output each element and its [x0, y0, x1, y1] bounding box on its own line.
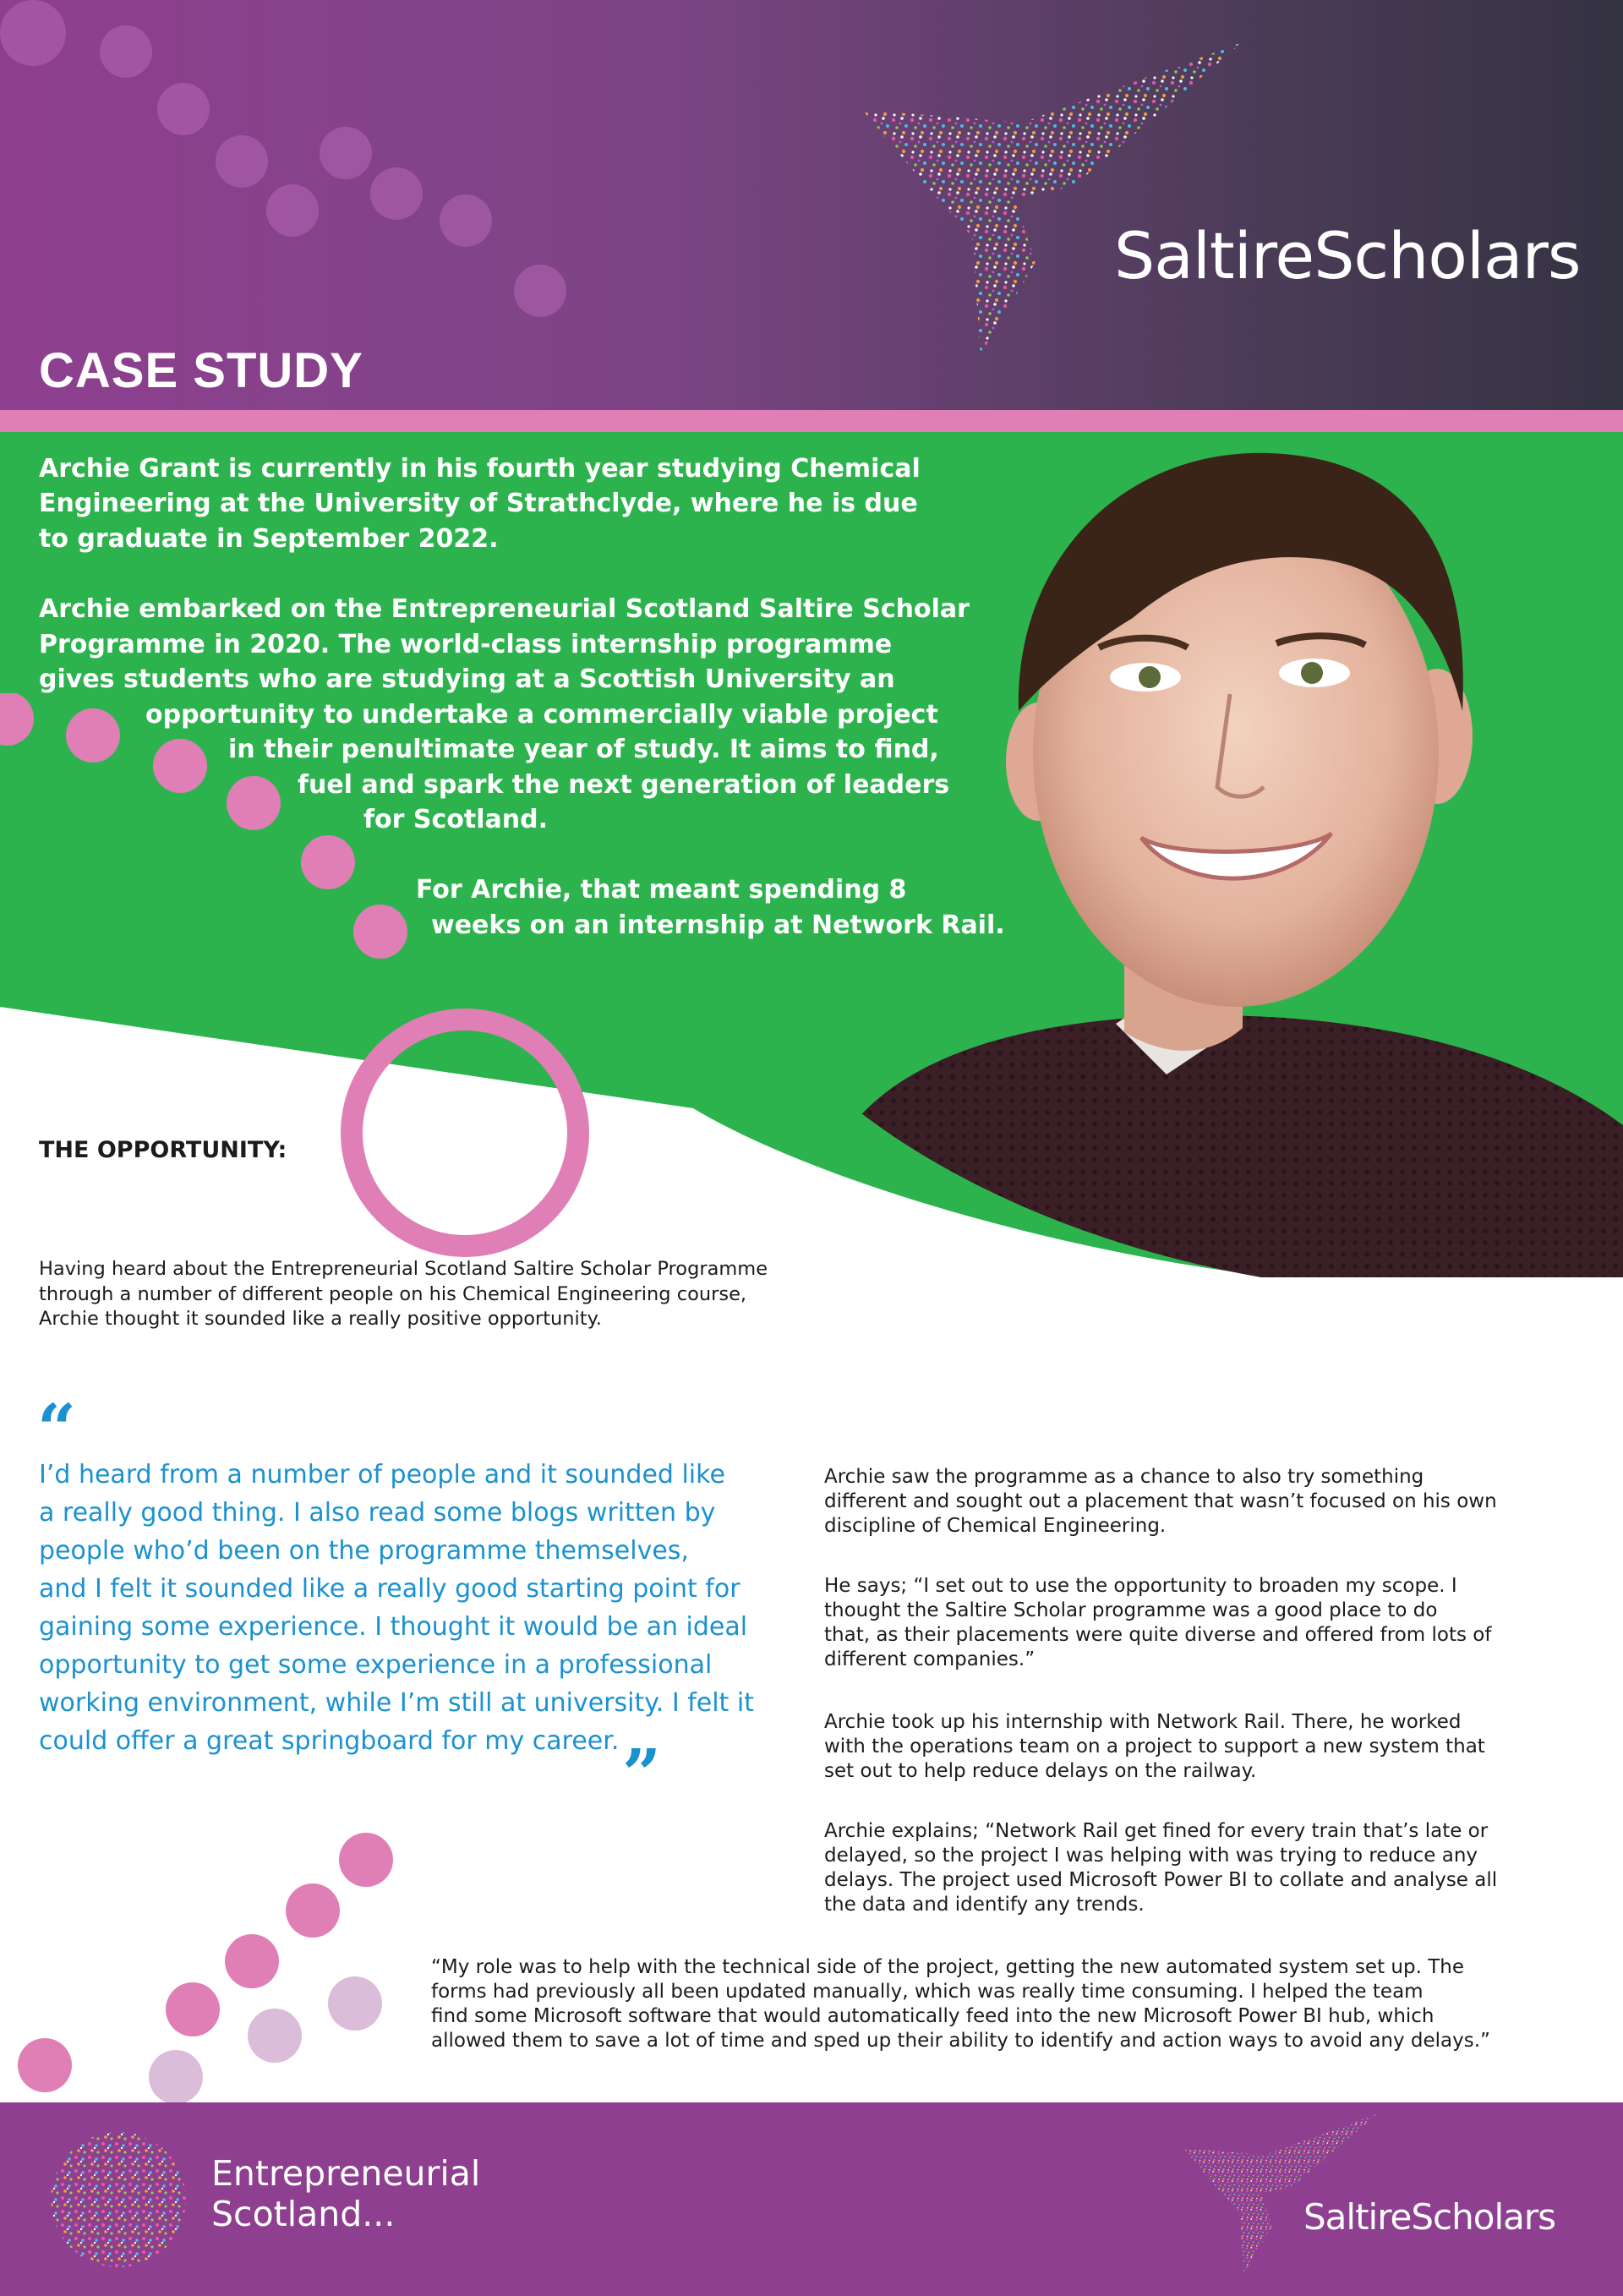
decorative-dot: [440, 194, 492, 247]
page-title: CASE STUDY: [39, 343, 363, 398]
pull-quote-line: opportunity to get some experience in a professional: [39, 1650, 713, 1680]
saltire-scholars-logo-mark: [854, 42, 1251, 372]
brand-secondary: Scholars: [1314, 218, 1581, 293]
pull-quote-line: working environment, while I’m still at university. I felt it: [39, 1688, 754, 1718]
partner-name-line: Scotland...: [211, 2194, 396, 2234]
decorative-dot: [320, 127, 372, 179]
intro-line: to graduate in September 2022.: [39, 524, 499, 554]
entrepreneurial-scotland-wordmark: [211, 2153, 480, 2234]
closing-quote-line: “My role was to help with the technical side of the project, getting the new automated system set up. The: [431, 1956, 1464, 1978]
opportunity-body: Having heard about the Entrepreneurial Scotland Saltire Scholar Programme through a number of different people on his Chemical Engineering course, Archie thought it sounded like a really positive opportunity.: [39, 1258, 768, 1330]
intro-line: Engineering at the University of Strathclyde, where he is due: [39, 489, 918, 518]
section-heading-opportunity: THE OPPORTUNITY:: [39, 1137, 287, 1163]
closing-quote-line: allowed them to save a lot of time and sped up their ability to identify and action ways to avoid any delays.”: [431, 2030, 1490, 2052]
intro-line: Archie Grant is currently in his fourth year studying Chemical: [39, 454, 921, 484]
partner-name-line: Entrepreneurial: [211, 2153, 481, 2194]
pull-quote: [39, 1456, 817, 1760]
intro-line: Archie embarked on the Entrepreneurial Scotland Saltire Scholar: [39, 594, 970, 624]
body-line: thought the Saltire Scholar programme was a good place to do: [824, 1599, 1438, 1621]
intro-line: in their penultimate year of study. It aims to find,: [228, 735, 939, 764]
body-line: the data and identify any trends.: [824, 1894, 1145, 1916]
saltire-scholars-wordmark: [1114, 218, 1580, 293]
open-quote-mark: “: [37, 1389, 77, 1468]
closing-quote: [431, 1955, 1606, 2053]
decorative-dot: [370, 167, 423, 220]
pull-quote-line: gaining some experience. I thought it would be an ideal: [39, 1612, 748, 1642]
intro-line: For Archie, that meant spending 8: [416, 875, 907, 905]
closing-quote-line: find some Microsoft software that would automatically feed into the new Microsoft Power BI hub, which: [431, 2005, 1434, 2027]
brand-primary: Saltire: [1303, 2196, 1412, 2238]
body-paragraph: [824, 1465, 1568, 1539]
pink-ring: [330, 998, 600, 1268]
pull-quote-line: and I felt it sounded like a really good starting point for: [39, 1574, 740, 1604]
body-paragraph: [824, 1819, 1568, 1917]
body-line: delays. The project used Microsoft Power BI to collate and analyse all: [824, 1869, 1498, 1891]
body-paragraph: [824, 1574, 1568, 1672]
entrepreneurial-scotland-logo-mark: [46, 2128, 190, 2271]
body-paragraph: [824, 1710, 1568, 1784]
pull-quote-line: people who’d been on the programme themselves,: [39, 1536, 689, 1566]
divider-band: [0, 410, 1623, 432]
body-line: with the operations team on a project to support a new system that: [824, 1736, 1485, 1758]
decorative-dot: [514, 265, 566, 317]
intro-line: for Scotland.: [363, 805, 548, 834]
saltire-scholars-wordmark-footer: [1303, 2196, 1555, 2238]
close-quote-mark: ”: [622, 1734, 662, 1813]
pull-quote-line: could offer a great springboard for my career.: [39, 1726, 620, 1756]
body-line: different companies.”: [824, 1648, 1036, 1670]
dot-cluster: [0, 1818, 423, 2105]
intro-line: Programme in 2020. The world-class internship programme: [39, 630, 893, 659]
body-line: discipline of Chemical Engineering.: [824, 1515, 1167, 1537]
body-line: Archie explains; “Network Rail get fined for every train that’s late or: [824, 1820, 1489, 1842]
decorative-dot: [0, 0, 66, 66]
body-line: Archie took up his internship with Network Rail. There, he worked: [824, 1711, 1462, 1733]
body-line: Archie saw the programme as a chance to also try something: [824, 1466, 1424, 1488]
body-line: delayed, so the project I was helping with was trying to reduce any: [824, 1845, 1478, 1867]
closing-quote-line: forms had previously all been updated manually, which was really time consuming. I helped the team: [431, 1981, 1424, 2003]
intro-line: fuel and spark the next generation of leaders: [298, 770, 950, 800]
decorative-dot: [266, 184, 319, 237]
intro-line: gives students who are studying at a Scottish University an: [39, 664, 895, 694]
body-line: He says; “I set out to use the opportunity to broaden my scope. I: [824, 1575, 1457, 1597]
brand-secondary: Scholars: [1411, 2196, 1556, 2238]
pull-quote-line: I’d heard from a number of people and it sounded like: [39, 1460, 725, 1490]
decorative-dot: [216, 135, 268, 188]
body-line: set out to help reduce delays on the railway.: [824, 1760, 1257, 1782]
pull-quote-line: a really good thing. I also read some blogs written by: [39, 1498, 716, 1528]
body-line: that, as their placements were quite diverse and offered from lots of: [824, 1624, 1492, 1646]
intro-line: weeks on an internship at Network Rail.: [431, 910, 1005, 940]
body-line: different and sought out a placement that wasn’t focused on his own: [824, 1490, 1497, 1512]
brand-primary: Saltire: [1114, 218, 1314, 293]
decorative-dot: [157, 83, 210, 135]
intro-line: opportunity to undertake a commercially viable project: [145, 700, 938, 730]
decorative-dot: [100, 25, 152, 78]
